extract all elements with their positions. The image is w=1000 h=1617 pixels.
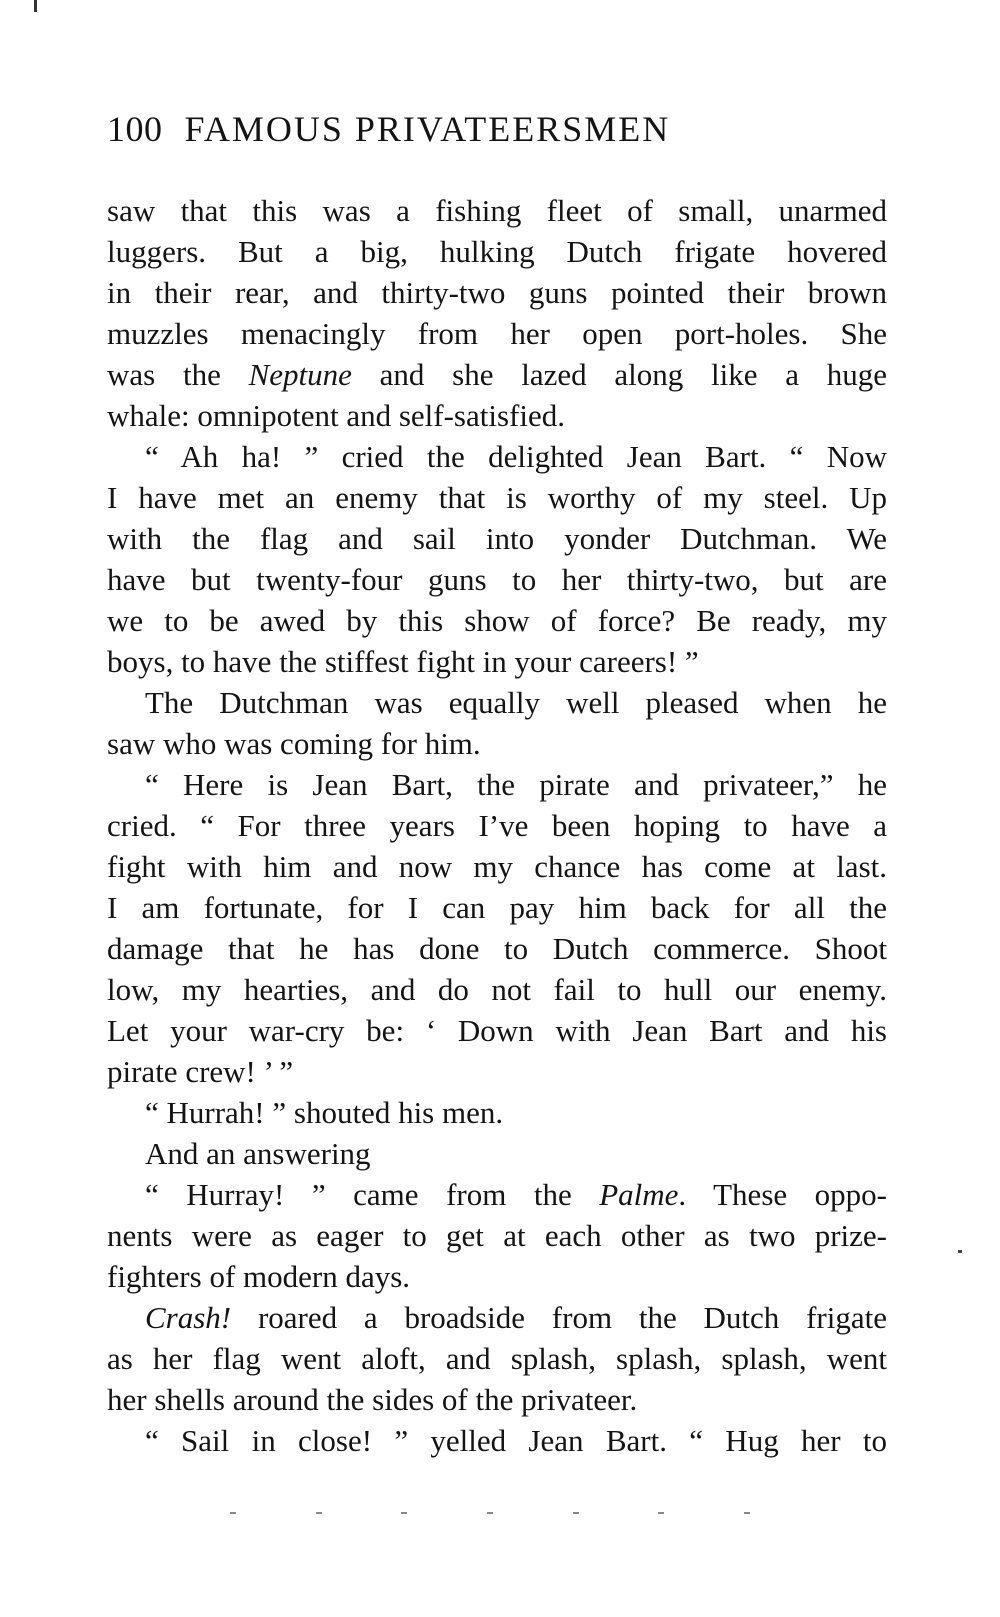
exclamation-crash: Crash! (145, 1300, 232, 1335)
text-segment: and she lazed along like a huge (351, 357, 887, 392)
print-speck (744, 1512, 750, 1514)
text-line: her shells around the sides of the privateer. (107, 1382, 638, 1417)
text-line: And an answering (145, 1136, 371, 1171)
text-line: muzzles menacingly from her open port-holes. She (107, 316, 887, 351)
text-line: I am fortunate, for I can pay him back for all the (107, 890, 887, 925)
text-line: in their rear, and thirty-two guns pointed their brown (107, 275, 887, 310)
print-speck (573, 1512, 579, 1514)
text-line (107, 354, 887, 395)
ship-name-palme: Palme (599, 1177, 679, 1212)
text-line: “ Sail in close! ” yelled Jean Bart. “ Hug her to (145, 1423, 887, 1458)
text-line (107, 1297, 887, 1338)
text-line: have but twenty-four guns to her thirty-two, but are (107, 562, 887, 597)
print-speck (34, 0, 37, 12)
print-speck (230, 1512, 236, 1514)
text-segment: . These oppo- (678, 1177, 887, 1212)
text-line: Let your war-cry be: ‘ Down with Jean Bart and his (107, 1013, 887, 1048)
print-speck (401, 1512, 407, 1514)
text-line: we to be awed by this show of force? Be ready, my (107, 603, 887, 638)
text-segment: was the (107, 357, 249, 392)
text-line: “ Hurrah! ” shouted his men. (145, 1095, 504, 1130)
text-line: with the flag and sail into yonder Dutchman. We (107, 521, 887, 556)
running-head (107, 108, 670, 150)
text-segment: roared a broadside from the Dutch frigate (231, 1300, 887, 1335)
print-speck (958, 1250, 962, 1253)
text-line: whale: omnipotent and self-satisfied. (107, 398, 565, 433)
text-line: luggers. But a big, hulking Dutch frigate hovered (107, 234, 887, 269)
text-line: “ Ah ha! ” cried the delighted Jean Bart. “ Now (145, 439, 887, 474)
text-line: The Dutchman was equally well pleased when he (145, 685, 887, 720)
text-line: “ Here is Jean Bart, the pirate and privateer,” he (145, 767, 887, 802)
ship-name-neptune: Neptune (248, 357, 352, 392)
bleed-through-marks (230, 1512, 750, 1516)
text-line (107, 1174, 887, 1215)
running-title: FAMOUS PRIVATEERSMEN (184, 109, 671, 149)
text-line: saw who was coming for him. (107, 726, 481, 761)
text-line: boys, to have the stiffest fight in your careers! ” (107, 644, 699, 679)
text-line: nents were as eager to get at each other as two prize- (107, 1218, 887, 1253)
text-line: fighters of modern days. (107, 1259, 411, 1294)
print-speck (658, 1512, 664, 1514)
text-segment: “ Hurray! ” came from the (145, 1177, 600, 1212)
body-text (107, 190, 887, 1461)
text-line: cried. “ For three years I’ve been hoping to have a (107, 808, 887, 843)
text-line: I have met an enemy that is worthy of my steel. Up (107, 480, 887, 515)
print-speck (487, 1512, 493, 1514)
text-line: saw that this was a fishing fleet of small, unarmed (107, 193, 887, 228)
print-speck (316, 1512, 322, 1514)
text-line: fight with him and now my chance has come at last. (107, 849, 887, 884)
text-line: low, my hearties, and do not fail to hull our enemy. (107, 972, 887, 1007)
text-line: damage that he has done to Dutch commerce. Shoot (107, 931, 887, 966)
text-line: pirate crew! ’ ” (107, 1054, 294, 1089)
text-line: as her flag went aloft, and splash, splash, splash, went (107, 1341, 887, 1376)
page-number: 100 (107, 109, 163, 149)
